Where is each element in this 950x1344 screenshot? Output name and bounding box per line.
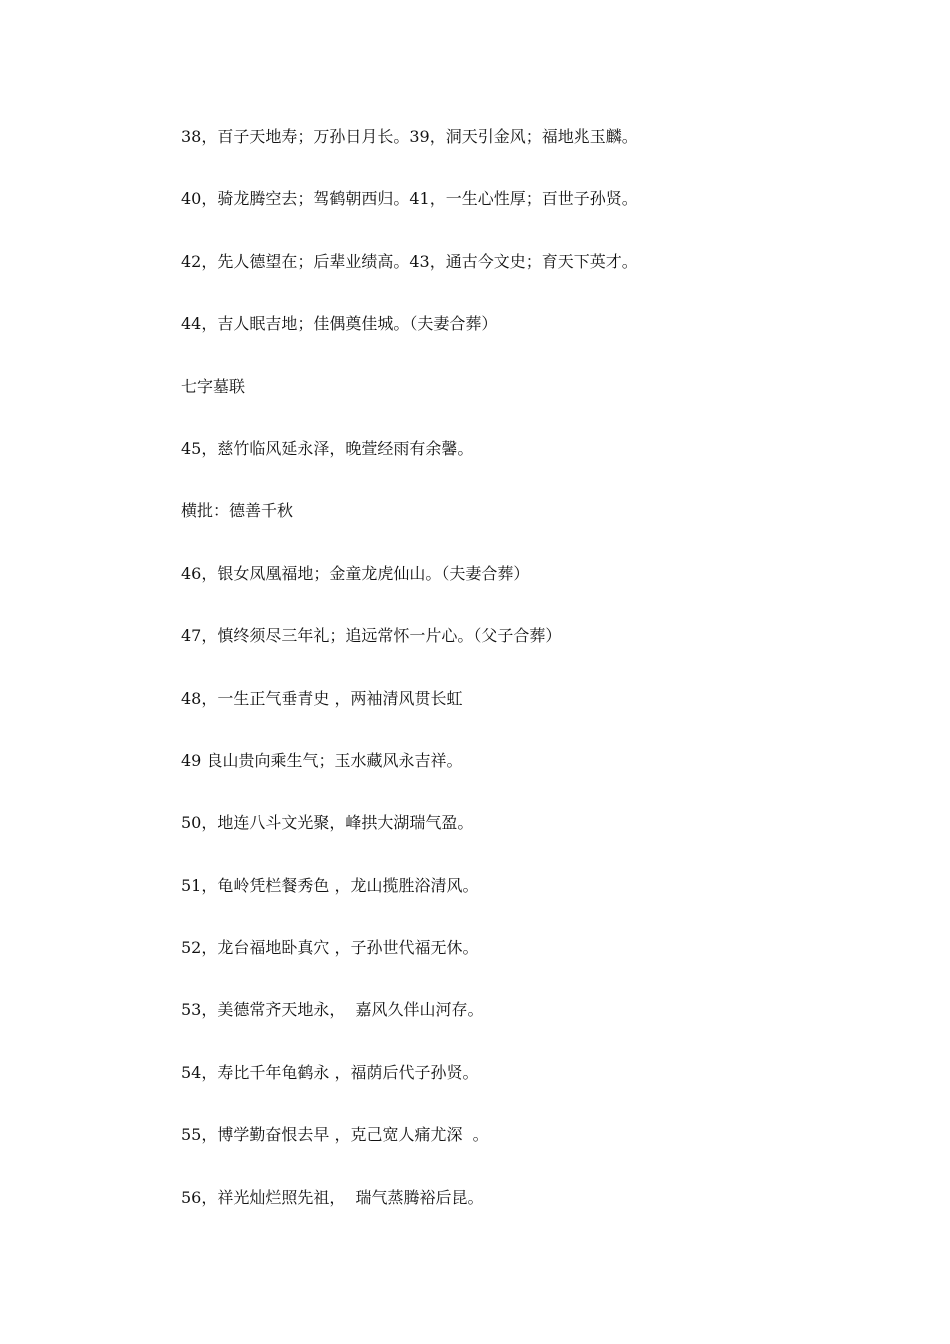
couplet-line-54: 54，寿比千年龟鹤永 ，福荫后代子孙贤。 — [181, 1062, 479, 1082]
couplet-line-46: 46，银女凤凰福地；金童龙虎仙山。（夫妻合葬） — [181, 563, 530, 583]
couplet-line-40-41: 40，骑龙腾空去；驾鹤朝西归。41，一生心性厚；百世子孙贤。 — [181, 189, 638, 209]
couplet-line-44: 44，吉人眠吉地；佳偶奠佳城。（夫妻合葬） — [181, 314, 498, 334]
horizontal-scroll-text: 横批：德善千秋 — [181, 501, 294, 521]
couplet-line-52: 52，龙台福地卧真穴 ，子孙世代福无休。 — [181, 938, 479, 958]
couplet-line-50: 50，地连八斗文光聚，峰拱大湖瑞气盈。 — [181, 813, 474, 833]
couplet-line-55: 55，博学勤奋恨去早 ，克己宽人痛尤深 。 — [181, 1125, 489, 1145]
couplet-line-49: 49 良山贵向乘生气；玉水藏风永吉祥。 — [181, 750, 463, 770]
section-heading: 七字墓联 — [181, 376, 246, 396]
couplet-line-38-39: 38，百子天地寿；万孙日月长。39，洞天引金风；福地兆玉麟。 — [181, 127, 638, 146]
couplet-line-48: 48，一生正气垂青史 ，两袖清风贯长虹 — [181, 688, 463, 708]
couplet-line-56: 56，祥光灿烂照先祖， 瑞气蒸腾裕后昆。 — [181, 1187, 484, 1207]
couplet-line-45: 45，慈竹临风延永泽，晚萱经雨有余馨。 — [181, 438, 474, 458]
couplet-line-42-43: 42，先人德望在；后辈业绩高。43，通古今文史；育天下英才。 — [181, 251, 638, 271]
couplet-line-53: 53，美德常齐天地永， 嘉风久伴山河存。 — [181, 1000, 484, 1020]
couplet-line-47: 47，慎终须尽三年礼；追远常怀一片心。（父子合葬） — [181, 626, 562, 646]
couplet-line-51: 51，龟岭凭栏餐秀色 ，龙山揽胜浴清风。 — [181, 875, 479, 895]
document-body — [181, 124, 881, 1247]
